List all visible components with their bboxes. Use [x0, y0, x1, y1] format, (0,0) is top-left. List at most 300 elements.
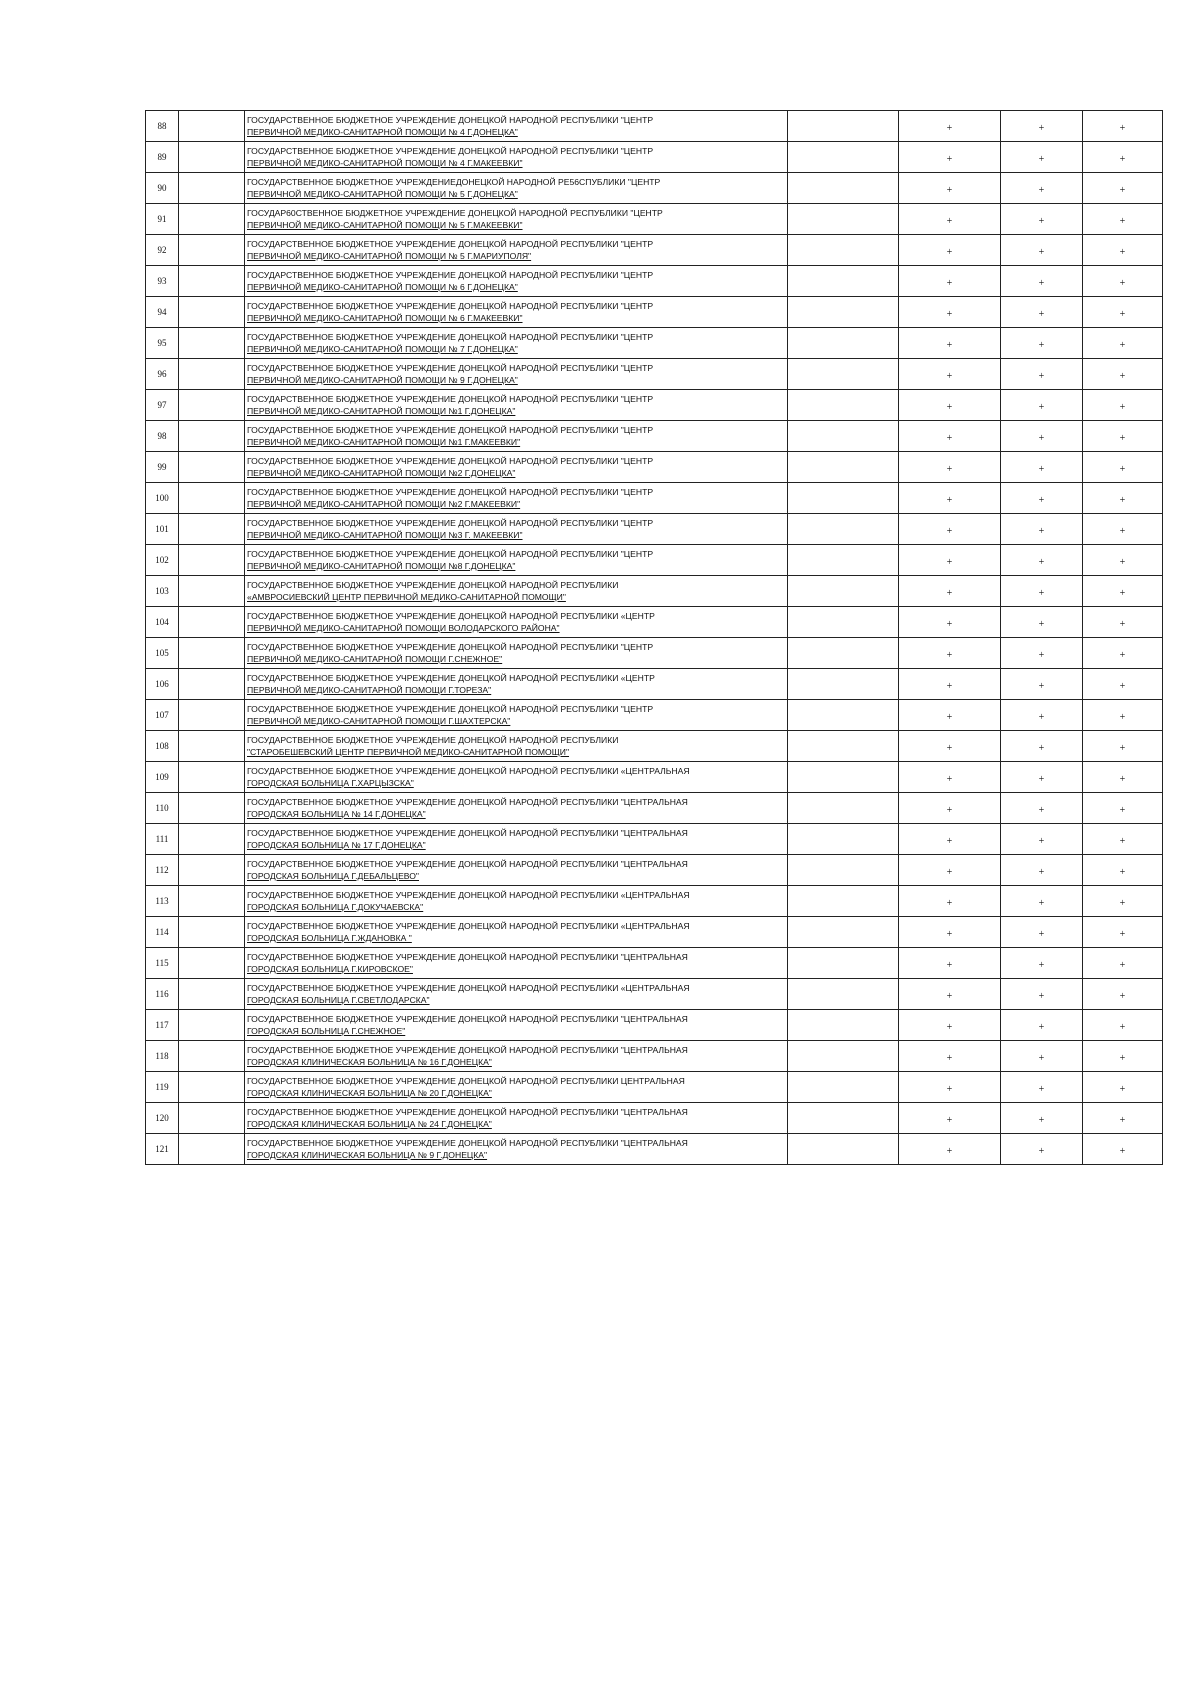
institution-name — [245, 917, 788, 948]
row-number: 96 — [146, 359, 179, 390]
blank-cell — [179, 607, 245, 638]
institution-name — [245, 390, 788, 421]
mark-column-2: + — [1001, 1041, 1083, 1072]
blank-cell — [179, 328, 245, 359]
mark-column-2: + — [1001, 111, 1083, 142]
mark-column-2: + — [1001, 762, 1083, 793]
mark-column-3: + — [1083, 762, 1163, 793]
institution-name-line-1: ГОСУДАРСТВЕННОЕ БЮДЖЕТНОЕ УЧРЕЖДЕНИЕ ДОНЕЦКОЙ НАРОДНОЙ РЕСПУБЛИКИ "ЦЕНТР — [247, 704, 654, 714]
table-row — [146, 1010, 1163, 1041]
blank-cell — [788, 1103, 899, 1134]
blank-cell — [788, 700, 899, 731]
institution-name-line-1: ГОСУДАРСТВЕННОЕ БЮДЖЕТНОЕ УЧРЕЖДЕНИЕ ДОНЕЦКОЙ НАРОДНОЙ РЕСПУБЛИКИ ЦЕНТРАЛЬНАЯ — [247, 1076, 685, 1086]
institution-name-line-2: ГОРОДСКАЯ КЛИНИЧЕСКАЯ БОЛЬНИЦА № 24 Г.ДОНЕЦКА" — [247, 1119, 492, 1129]
institution-name-line-2: ГОРОДСКАЯ БОЛЬНИЦА Г.КИРОВСКОЕ" — [247, 964, 413, 974]
mark-column-3: + — [1083, 483, 1163, 514]
blank-cell — [788, 421, 899, 452]
institution-name — [245, 297, 788, 328]
institution-name — [245, 979, 788, 1010]
blank-cell — [179, 638, 245, 669]
mark-column-1: + — [899, 266, 1001, 297]
blank-cell — [179, 793, 245, 824]
blank-cell — [788, 142, 899, 173]
institution-name-line-1: ГОСУДАРСТВЕННОЕ БЮДЖЕТНОЕ УЧРЕЖДЕНИЕ ДОНЕЦКОЙ НАРОДНОЙ РЕСПУБЛИКИ "ЦЕНТРАЛЬНАЯ — [247, 1014, 688, 1024]
mark-column-2: + — [1001, 607, 1083, 638]
mark-column-1: + — [899, 793, 1001, 824]
table-row — [146, 979, 1163, 1010]
institution-name-line-2: ГОРОДСКАЯ БОЛЬНИЦА Г.ХАРЦЫЗСКА" — [247, 778, 414, 788]
mark-column-2: + — [1001, 328, 1083, 359]
mark-column-3: + — [1083, 1103, 1163, 1134]
mark-column-1: + — [899, 762, 1001, 793]
institution-name-line-1: ГОСУДАРСТВЕННОЕ БЮДЖЕТНОЕ УЧРЕЖДЕНИЕ ДОНЕЦКОЙ НАРОДНОЙ РЕСПУБЛИКИ "ЦЕНТРАЛЬНАЯ — [247, 1045, 688, 1055]
blank-cell — [179, 483, 245, 514]
mark-column-2: + — [1001, 359, 1083, 390]
blank-cell — [179, 1010, 245, 1041]
table-row — [146, 1103, 1163, 1134]
institution-name-line-1: ГОСУДАРСТВЕННОЕ БЮДЖЕТНОЕ УЧРЕЖДЕНИЕ ДОНЕЦКОЙ НАРОДНОЙ РЕСПУБЛИКИ "ЦЕНТР — [247, 363, 654, 373]
blank-cell — [179, 235, 245, 266]
row-number: 118 — [146, 1041, 179, 1072]
blank-cell — [179, 359, 245, 390]
row-number: 106 — [146, 669, 179, 700]
institution-name-line-2: ПЕРВИЧНОЙ МЕДИКО-САНИТАРНОЙ ПОМОЩИ №1 Г.ДОНЕЦКА" — [247, 406, 516, 416]
blank-cell — [179, 948, 245, 979]
blank-cell — [788, 514, 899, 545]
mark-column-1: + — [899, 452, 1001, 483]
mark-column-1: + — [899, 173, 1001, 204]
institution-name — [245, 142, 788, 173]
institution-name — [245, 111, 788, 142]
institution-name — [245, 1072, 788, 1103]
blank-cell — [788, 359, 899, 390]
blank-cell — [788, 297, 899, 328]
blank-cell — [179, 204, 245, 235]
blank-cell — [179, 173, 245, 204]
row-number: 103 — [146, 576, 179, 607]
mark-column-3: + — [1083, 731, 1163, 762]
institution-name — [245, 452, 788, 483]
mark-column-3: + — [1083, 886, 1163, 917]
row-number: 89 — [146, 142, 179, 173]
mark-column-3: + — [1083, 1072, 1163, 1103]
institution-name-line-1: ГОСУДАРСТВЕННОЕ БЮДЖЕТНОЕ УЧРЕЖДЕНИЕ ДОНЕЦКОЙ НАРОДНОЙ РЕСПУБЛИКИ "ЦЕНТР — [247, 115, 654, 125]
blank-cell — [179, 142, 245, 173]
row-number: 115 — [146, 948, 179, 979]
institutions-table — [145, 110, 1163, 1165]
mark-column-3: + — [1083, 855, 1163, 886]
mark-column-3: + — [1083, 204, 1163, 235]
institution-name — [245, 483, 788, 514]
mark-column-3: + — [1083, 142, 1163, 173]
row-number: 111 — [146, 824, 179, 855]
institution-name-line-2: ПЕРВИЧНОЙ МЕДИКО-САНИТАРНОЙ ПОМОЩИ №2 Г.ДОНЕЦКА" — [247, 468, 516, 478]
institution-name-line-1: ГОСУДАРСТВЕННОЕ БЮДЖЕТНОЕ УЧРЕЖДЕНИЕ ДОНЕЦКОЙ НАРОДНОЙ РЕСПУБЛИКИ "ЦЕНТРАЛЬНАЯ — [247, 952, 688, 962]
institution-name-line-1: ГОСУДАРСТВЕННОЕ БЮДЖЕТНОЕ УЧРЕЖДЕНИЕ ДОНЕЦКОЙ НАРОДНОЙ РЕСПУБЛИКИ «ЦЕНТРАЛЬНАЯ — [247, 983, 690, 993]
mark-column-2: + — [1001, 700, 1083, 731]
mark-column-3: + — [1083, 1010, 1163, 1041]
mark-column-2: + — [1001, 514, 1083, 545]
mark-column-1: + — [899, 1134, 1001, 1165]
mark-column-3: + — [1083, 235, 1163, 266]
table-row — [146, 638, 1163, 669]
table-row — [146, 824, 1163, 855]
mark-column-1: + — [899, 855, 1001, 886]
table-row — [146, 917, 1163, 948]
blank-cell — [788, 204, 899, 235]
institution-name-line-1: ГОСУДАРСТВЕННОЕ БЮДЖЕТНОЕ УЧРЕЖДЕНИЕ ДОНЕЦКОЙ НАРОДНОЙ РЕСПУБЛИКИ "ЦЕНТР — [247, 394, 654, 404]
row-number: 93 — [146, 266, 179, 297]
mark-column-1: + — [899, 576, 1001, 607]
mark-column-3: + — [1083, 1134, 1163, 1165]
institution-name-line-1: ГОСУДАРСТВЕННОЕ БЮДЖЕТНОЕ УЧРЕЖДЕНИЕ ДОНЕЦКОЙ НАРОДНОЙ РЕСПУБЛИКИ "ЦЕНТР — [247, 487, 654, 497]
mark-column-3: + — [1083, 297, 1163, 328]
mark-column-1: + — [899, 142, 1001, 173]
mark-column-2: + — [1001, 452, 1083, 483]
institution-name-line-2: ПЕРВИЧНОЙ МЕДИКО-САНИТАРНОЙ ПОМОЩИ №1 Г.МАКЕЕВКИ" — [247, 437, 521, 447]
row-number: 104 — [146, 607, 179, 638]
mark-column-2: + — [1001, 979, 1083, 1010]
institution-name-line-2: "СТАРОБЕШЕВСКИЙ ЦЕНТР ПЕРВИЧНОЙ МЕДИКО-САНИТАРНОЙ ПОМОЩИ" — [247, 747, 570, 757]
row-number: 90 — [146, 173, 179, 204]
institution-name — [245, 700, 788, 731]
row-number: 112 — [146, 855, 179, 886]
mark-column-3: + — [1083, 607, 1163, 638]
table-row — [146, 266, 1163, 297]
institution-name-line-2: ПЕРВИЧНОЙ МЕДИКО-САНИТАРНОЙ ПОМОЩИ № 7 Г.ДОНЕЦКА" — [247, 344, 518, 354]
blank-cell — [179, 979, 245, 1010]
row-number: 116 — [146, 979, 179, 1010]
mark-column-1: + — [899, 328, 1001, 359]
table-row — [146, 173, 1163, 204]
mark-column-1: + — [899, 607, 1001, 638]
mark-column-2: + — [1001, 917, 1083, 948]
mark-column-2: + — [1001, 576, 1083, 607]
table-row — [146, 762, 1163, 793]
institution-name-line-2: ГОРОДСКАЯ БОЛЬНИЦА Г.ДЕБАЛЬЦЕВО" — [247, 871, 419, 881]
institution-name-line-2: ПЕРВИЧНОЙ МЕДИКО-САНИТАРНОЙ ПОМОЩИ № 6 Г.ДОНЕЦКА" — [247, 282, 518, 292]
institution-name-line-1: ГОСУДАРСТВЕННОЕ БЮДЖЕТНОЕ УЧРЕЖДЕНИЕ ДОНЕЦКОЙ НАРОДНОЙ РЕСПУБЛИКИ "ЦЕНТРАЛЬНАЯ — [247, 1138, 688, 1148]
mark-column-1: + — [899, 638, 1001, 669]
row-number: 119 — [146, 1072, 179, 1103]
institution-name-line-1: ГОСУДАРСТВЕННОЕ БЮДЖЕТНОЕ УЧРЕЖДЕНИЕ ДОНЕЦКОЙ НАРОДНОЙ РЕСПУБЛИКИ "ЦЕНТР — [247, 332, 654, 342]
blank-cell — [179, 390, 245, 421]
institution-name-line-2: «АМВРОСИЕВСКИЙ ЦЕНТР ПЕРВИЧНОЙ МЕДИКО-САНИТАРНОЙ ПОМОЩИ" — [247, 592, 566, 602]
mark-column-1: + — [899, 917, 1001, 948]
institution-name-line-2: ГОРОДСКАЯ БОЛЬНИЦА Г.ДОКУЧАЕВСКА" — [247, 902, 424, 912]
institution-name — [245, 235, 788, 266]
blank-cell — [788, 886, 899, 917]
blank-cell — [788, 855, 899, 886]
blank-cell — [788, 1134, 899, 1165]
mark-column-2: + — [1001, 638, 1083, 669]
institution-name-line-2: ПЕРВИЧНОЙ МЕДИКО-САНИТАРНОЙ ПОМОЩИ № 6 Г.МАКЕЕВКИ" — [247, 313, 523, 323]
institution-name — [245, 328, 788, 359]
mark-column-3: + — [1083, 266, 1163, 297]
mark-column-2: + — [1001, 886, 1083, 917]
table-row — [146, 948, 1163, 979]
row-number: 98 — [146, 421, 179, 452]
row-number: 113 — [146, 886, 179, 917]
table-row — [146, 235, 1163, 266]
blank-cell — [179, 421, 245, 452]
institution-name-line-1: ГОСУДАРСТВЕННОЕ БЮДЖЕТНОЕ УЧРЕЖДЕНИЕ ДОНЕЦКОЙ НАРОДНОЙ РЕСПУБЛИКИ "ЦЕНТР — [247, 549, 654, 559]
mark-column-1: + — [899, 1103, 1001, 1134]
blank-cell — [179, 1103, 245, 1134]
mark-column-1: + — [899, 700, 1001, 731]
institution-name — [245, 669, 788, 700]
table-row — [146, 607, 1163, 638]
row-number: 114 — [146, 917, 179, 948]
mark-column-2: + — [1001, 545, 1083, 576]
institution-name-line-1: ГОСУДАРСТВЕННОЕ БЮДЖЕТНОЕ УЧРЕЖДЕНИЕ ДОНЕЦКОЙ НАРОДНОЙ РЕСПУБЛИКИ "ЦЕНТР — [247, 425, 654, 435]
table-row — [146, 886, 1163, 917]
blank-cell — [788, 545, 899, 576]
blank-cell — [788, 1041, 899, 1072]
institution-name — [245, 266, 788, 297]
institution-name-line-1: ГОСУДАРСТВЕННОЕ БЮДЖЕТНОЕ УЧРЕЖДЕНИЕ ДОНЕЦКОЙ НАРОДНОЙ РЕСПУБЛИКИ «ЦЕНТР — [247, 611, 655, 621]
institution-name-line-1: ГОСУДАРСТВЕННОЕ БЮДЖЕТНОЕ УЧРЕЖДЕНИЕ ДОНЕЦКОЙ НАРОДНОЙ РЕСПУБЛИКИ «ЦЕНТР — [247, 673, 655, 683]
institution-name-line-2: ПЕРВИЧНОЙ МЕДИКО-САНИТАРНОЙ ПОМОЩИ № 5 Г.МАКЕЕВКИ" — [247, 220, 523, 230]
mark-column-1: + — [899, 979, 1001, 1010]
table-row — [146, 328, 1163, 359]
institution-name — [245, 948, 788, 979]
institution-name-line-2: ПЕРВИЧНОЙ МЕДИКО-САНИТАРНОЙ ПОМОЩИ ВОЛОДАРСКОГО РАЙОНА" — [247, 623, 560, 633]
row-number: 105 — [146, 638, 179, 669]
institution-name-line-1: ГОСУДАРСТВЕННОЕ БЮДЖЕТНОЕ УЧРЕЖДЕНИЕ ДОНЕЦКОЙ НАРОДНОЙ РЕСПУБЛИКИ "ЦЕНТР — [247, 301, 654, 311]
mark-column-1: + — [899, 204, 1001, 235]
blank-cell — [788, 669, 899, 700]
row-number: 100 — [146, 483, 179, 514]
row-number: 88 — [146, 111, 179, 142]
blank-cell — [179, 824, 245, 855]
mark-column-3: + — [1083, 1041, 1163, 1072]
row-number: 121 — [146, 1134, 179, 1165]
institution-name-line-1: ГОСУДАРСТВЕННОЕ БЮДЖЕТНОЕ УЧРЕЖДЕНИЕ ДОНЕЦКОЙ НАРОДНОЙ РЕСПУБЛИКИ «ЦЕНТРАЛЬНАЯ — [247, 766, 690, 776]
institution-name-line-2: ГОРОДСКАЯ КЛИНИЧЕСКАЯ БОЛЬНИЦА № 16 Г.ДОНЕЦКА" — [247, 1057, 492, 1067]
row-number: 94 — [146, 297, 179, 328]
institution-name — [245, 638, 788, 669]
mark-column-2: + — [1001, 142, 1083, 173]
mark-column-2: + — [1001, 1134, 1083, 1165]
row-number: 101 — [146, 514, 179, 545]
mark-column-1: + — [899, 483, 1001, 514]
mark-column-2: + — [1001, 669, 1083, 700]
institution-name-line-2: ГОРОДСКАЯ КЛИНИЧЕСКАЯ БОЛЬНИЦА № 20 Г.ДОНЕЦКА" — [247, 1088, 492, 1098]
table-row — [146, 421, 1163, 452]
mark-column-2: + — [1001, 948, 1083, 979]
blank-cell — [788, 576, 899, 607]
institution-name — [245, 824, 788, 855]
blank-cell — [179, 1072, 245, 1103]
table-row — [146, 142, 1163, 173]
institution-name — [245, 1103, 788, 1134]
table-row — [146, 669, 1163, 700]
blank-cell — [179, 111, 245, 142]
institution-name — [245, 576, 788, 607]
institution-name-line-2: ПЕРВИЧНОЙ МЕДИКО-САНИТАРНОЙ ПОМОЩИ Г.ШАХТЕРСКА" — [247, 716, 511, 726]
mark-column-3: + — [1083, 359, 1163, 390]
blank-cell — [788, 731, 899, 762]
mark-column-2: + — [1001, 204, 1083, 235]
institution-name — [245, 607, 788, 638]
institution-name-line-2: ГОРОДСКАЯ БОЛЬНИЦА Г.ЖДАНОВКА " — [247, 933, 412, 943]
institution-name-line-2: ГОРОДСКАЯ БОЛЬНИЦА Г.СНЕЖНОЕ" — [247, 1026, 406, 1036]
mark-column-1: + — [899, 235, 1001, 266]
mark-column-3: + — [1083, 545, 1163, 576]
institution-name-line-2: ПЕРВИЧНОЙ МЕДИКО-САНИТАРНОЙ ПОМОЩИ № 5 Г.МАРИУПОЛЯ" — [247, 251, 532, 261]
mark-column-3: + — [1083, 948, 1163, 979]
institution-name — [245, 545, 788, 576]
blank-cell — [179, 731, 245, 762]
mark-column-3: + — [1083, 173, 1163, 204]
institution-name-line-1: ГОСУДАР60СТВЕННОЕ БЮДЖЕТНОЕ УЧРЕЖДЕНИЕ ДОНЕЦКОЙ НАРОДНОЙ РЕСПУБЛИКИ "ЦЕНТР — [247, 208, 663, 218]
institution-name-line-1: ГОСУДАРСТВЕННОЕ БЮДЖЕТНОЕ УЧРЕЖДЕНИЕ ДОНЕЦКОЙ НАРОДНОЙ РЕСПУБЛИКИ "ЦЕНТР — [247, 270, 654, 280]
mark-column-3: + — [1083, 390, 1163, 421]
table-row — [146, 111, 1163, 142]
mark-column-3: + — [1083, 979, 1163, 1010]
institution-name-line-1: ГОСУДАРСТВЕННОЕ БЮДЖЕТНОЕ УЧРЕЖДЕНИЕ ДОНЕЦКОЙ НАРОДНОЙ РЕСПУБЛИКИ — [247, 580, 619, 590]
institution-name — [245, 731, 788, 762]
mark-column-2: + — [1001, 297, 1083, 328]
mark-column-1: + — [899, 514, 1001, 545]
table-row — [146, 700, 1163, 731]
blank-cell — [788, 762, 899, 793]
blank-cell — [179, 1134, 245, 1165]
mark-column-3: + — [1083, 638, 1163, 669]
institution-name-line-2: ГОРОДСКАЯ БОЛЬНИЦА Г.СВЕТЛОДАРСКА" — [247, 995, 430, 1005]
mark-column-2: + — [1001, 1103, 1083, 1134]
table-row — [146, 390, 1163, 421]
institution-name-line-2: ГОРОДСКАЯ БОЛЬНИЦА № 17 Г.ДОНЕЦКА" — [247, 840, 426, 850]
mark-column-2: + — [1001, 1072, 1083, 1103]
blank-cell — [788, 948, 899, 979]
institution-name-line-2: ГОРОДСКАЯ КЛИНИЧЕСКАЯ БОЛЬНИЦА № 9 Г.ДОНЕЦКА" — [247, 1150, 488, 1160]
blank-cell — [788, 607, 899, 638]
blank-cell — [179, 669, 245, 700]
blank-cell — [788, 235, 899, 266]
table-body — [146, 111, 1163, 1165]
institution-name — [245, 793, 788, 824]
row-number: 91 — [146, 204, 179, 235]
table-row — [146, 514, 1163, 545]
mark-column-1: + — [899, 421, 1001, 452]
blank-cell — [788, 917, 899, 948]
institution-name-line-2: ГОРОДСКАЯ БОЛЬНИЦА № 14 Г.ДОНЕЦКА" — [247, 809, 426, 819]
institution-name-line-1: ГОСУДАРСТВЕННОЕ БЮДЖЕТНОЕ УЧРЕЖДЕНИЕ ДОНЕЦКОЙ НАРОДНОЙ РЕСПУБЛИКИ "ЦЕНТР — [247, 456, 654, 466]
mark-column-2: + — [1001, 235, 1083, 266]
blank-cell — [788, 173, 899, 204]
institution-name-line-2: ПЕРВИЧНОЙ МЕДИКО-САНИТАРНОЙ ПОМОЩИ №8 Г.ДОНЕЦКА" — [247, 561, 516, 571]
mark-column-2: + — [1001, 390, 1083, 421]
institution-name — [245, 1041, 788, 1072]
institution-name — [245, 421, 788, 452]
mark-column-2: + — [1001, 855, 1083, 886]
institution-name-line-2: ПЕРВИЧНОЙ МЕДИКО-САНИТАРНОЙ ПОМОЩИ № 4 Г.МАКЕЕВКИ" — [247, 158, 523, 168]
blank-cell — [179, 266, 245, 297]
institution-name — [245, 855, 788, 886]
mark-column-1: + — [899, 1010, 1001, 1041]
table-row — [146, 204, 1163, 235]
institution-name-line-1: ГОСУДАРСТВЕННОЕ БЮДЖЕТНОЕ УЧРЕЖДЕНИЕ ДОНЕЦКОЙ НАРОДНОЙ РЕСПУБЛИКИ "ЦЕНТРАЛЬНАЯ — [247, 828, 688, 838]
institution-name — [245, 1134, 788, 1165]
mark-column-3: + — [1083, 700, 1163, 731]
table-row — [146, 576, 1163, 607]
institution-name — [245, 173, 788, 204]
blank-cell — [788, 390, 899, 421]
institution-name-line-1: ГОСУДАРСТВЕННОЕ БЮДЖЕТНОЕ УЧРЕЖДЕНИЕ ДОНЕЦКОЙ НАРОДНОЙ РЕСПУБЛИКИ "ЦЕНТРАЛЬНАЯ — [247, 859, 688, 869]
mark-column-3: + — [1083, 514, 1163, 545]
table-row — [146, 793, 1163, 824]
table-row — [146, 855, 1163, 886]
row-number: 92 — [146, 235, 179, 266]
blank-cell — [788, 824, 899, 855]
institution-name-line-1: ГОСУДАРСТВЕННОЕ БЮДЖЕТНОЕ УЧРЕЖДЕНИЕ ДОНЕЦКОЙ НАРОДНОЙ РЕСПУБЛИКИ "ЦЕНТР — [247, 518, 654, 528]
mark-column-3: + — [1083, 452, 1163, 483]
mark-column-1: + — [899, 948, 1001, 979]
row-number: 109 — [146, 762, 179, 793]
blank-cell — [788, 452, 899, 483]
institution-name-line-2: ПЕРВИЧНОЙ МЕДИКО-САНИТАРНОЙ ПОМОЩИ № 5 Г.ДОНЕЦКА" — [247, 189, 518, 199]
mark-column-1: + — [899, 1041, 1001, 1072]
institution-name-line-2: ПЕРВИЧНОЙ МЕДИКО-САНИТАРНОЙ ПОМОЩИ Г.ТОРЕЗА" — [247, 685, 492, 695]
blank-cell — [179, 545, 245, 576]
blank-cell — [179, 576, 245, 607]
institution-name — [245, 204, 788, 235]
institution-name — [245, 886, 788, 917]
table-row — [146, 452, 1163, 483]
institution-name-line-1: ГОСУДАРСТВЕННОЕ БЮДЖЕТНОЕ УЧРЕЖДЕНИЕ ДОНЕЦКОЙ НАРОДНОЙ РЕСПУБЛИКИ "ЦЕНТР — [247, 146, 654, 156]
blank-cell — [179, 917, 245, 948]
row-number: 97 — [146, 390, 179, 421]
mark-column-2: + — [1001, 824, 1083, 855]
row-number: 108 — [146, 731, 179, 762]
mark-column-3: + — [1083, 328, 1163, 359]
blank-cell — [179, 700, 245, 731]
row-number: 110 — [146, 793, 179, 824]
blank-cell — [788, 328, 899, 359]
mark-column-2: + — [1001, 1010, 1083, 1041]
table-row — [146, 1072, 1163, 1103]
table-row — [146, 359, 1163, 390]
mark-column-1: + — [899, 390, 1001, 421]
institution-name-line-1: ГОСУДАРСТВЕННОЕ БЮДЖЕТНОЕ УЧРЕЖДЕНИЕ ДОНЕЦКОЙ НАРОДНОЙ РЕСПУБЛИКИ "ЦЕНТР — [247, 239, 654, 249]
institution-name-line-1: ГОСУДАРСТВЕННОЕ БЮДЖЕТНОЕ УЧРЕЖДЕНИЕ ДОНЕЦКОЙ НАРОДНОЙ РЕСПУБЛИКИ "ЦЕНТРАЛЬНАЯ — [247, 1107, 688, 1117]
institution-name-line-2: ПЕРВИЧНОЙ МЕДИКО-САНИТАРНОЙ ПОМОЩИ №3 Г. МАКЕЕВКИ" — [247, 530, 523, 540]
mark-column-1: + — [899, 886, 1001, 917]
row-number: 107 — [146, 700, 179, 731]
row-number: 99 — [146, 452, 179, 483]
mark-column-3: + — [1083, 111, 1163, 142]
table-row — [146, 297, 1163, 328]
row-number: 102 — [146, 545, 179, 576]
mark-column-1: + — [899, 824, 1001, 855]
mark-column-1: + — [899, 111, 1001, 142]
mark-column-1: + — [899, 545, 1001, 576]
blank-cell — [788, 979, 899, 1010]
institution-name-line-2: ПЕРВИЧНОЙ МЕДИКО-САНИТАРНОЙ ПОМОЩИ Г.СНЕЖНОЕ" — [247, 654, 503, 664]
mark-column-1: + — [899, 297, 1001, 328]
mark-column-3: + — [1083, 669, 1163, 700]
blank-cell — [788, 111, 899, 142]
table-row — [146, 731, 1163, 762]
blank-cell — [179, 762, 245, 793]
blank-cell — [179, 514, 245, 545]
mark-column-3: + — [1083, 421, 1163, 452]
mark-column-3: + — [1083, 793, 1163, 824]
mark-column-3: + — [1083, 917, 1163, 948]
institution-name-line-1: ГОСУДАРСТВЕННОЕ БЮДЖЕТНОЕ УЧРЕЖДЕНИЕДОНЕЦКОЙ НАРОДНОЙ РЕ56СПУБЛИКИ "ЦЕНТР — [247, 177, 661, 187]
